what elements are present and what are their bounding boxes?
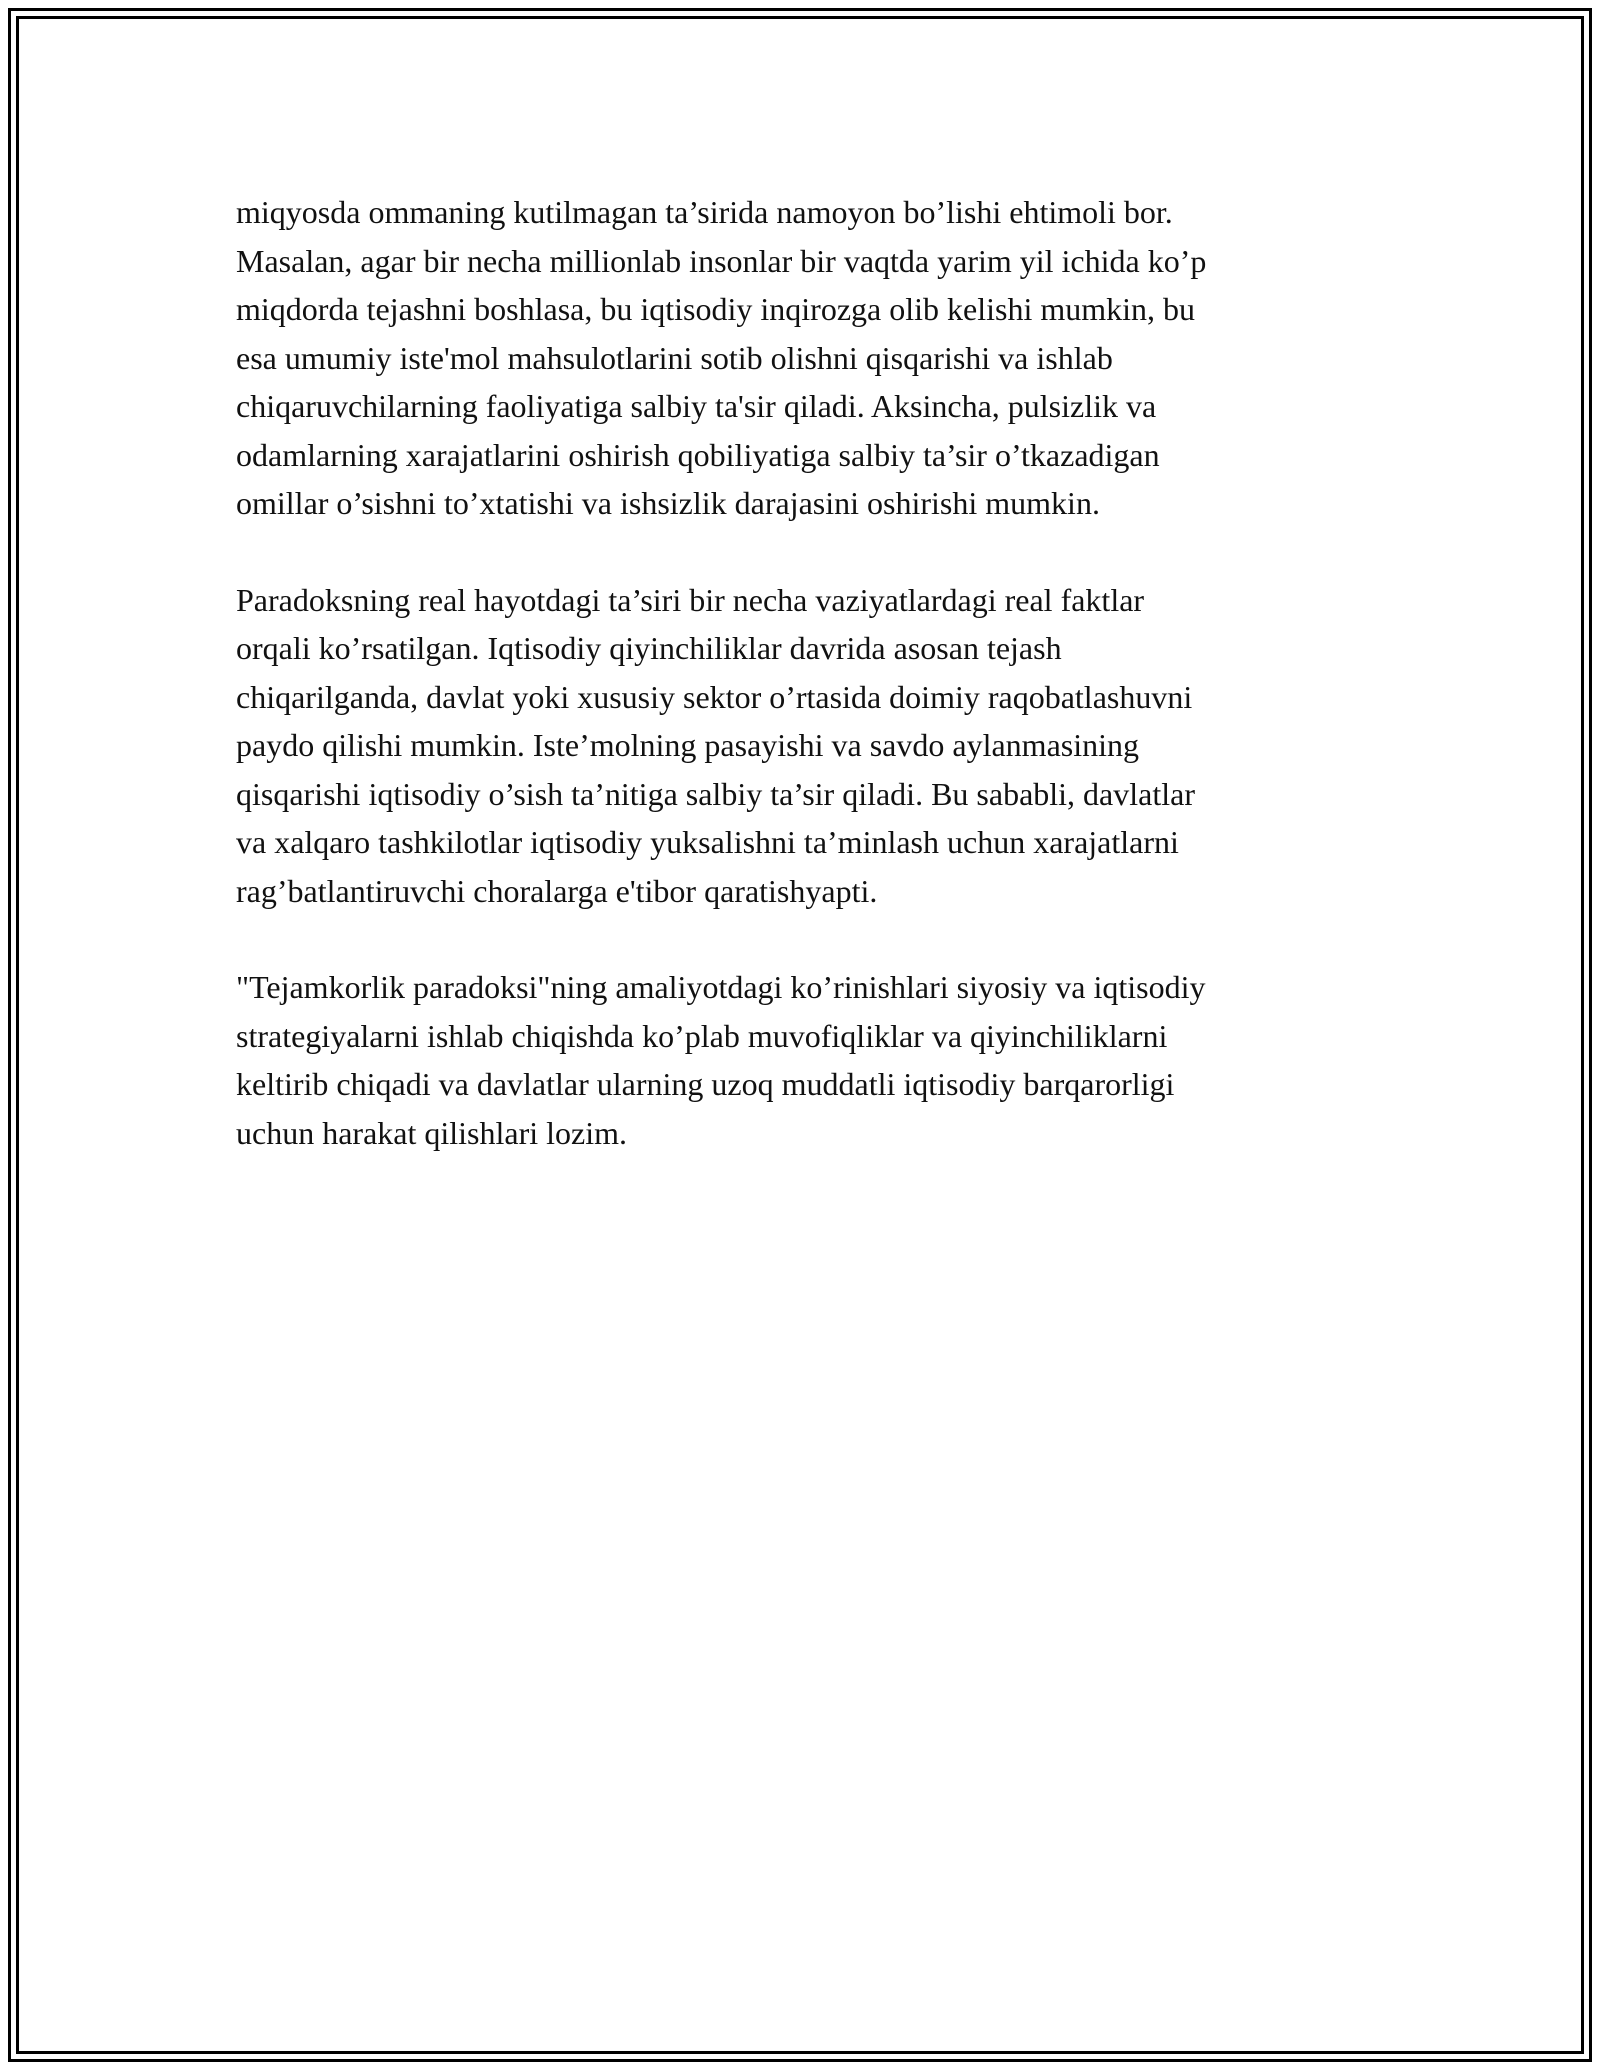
text-line: keltirib chiqadi va davlatlar ularning uzoq muddatli iqtisodiy barqarorligi: [236, 1066, 1175, 1102]
text-line: chiqaruvchilarning faoliyatiga salbiy ta'sir qiladi. Aksincha, pulsizlik va: [236, 388, 1157, 424]
text-line: omillar o’sishni to’xtatishi va ishsizlik darajasini oshirishi mumkin.: [236, 485, 1100, 521]
text-line: miqdorda tejashni boshlasa, bu iqtisodiy inqirozga olib kelishi mumkin, bu: [236, 291, 1196, 327]
text-line: paydo qilishi mumkin. Iste’molning pasayishi va savdo aylanmasining: [236, 727, 1139, 763]
paragraph-3: [236, 963, 1356, 1157]
text-line: Masalan, agar bir necha millionlab insonlar bir vaqtda yarim yil ichida ko’p: [236, 242, 1207, 279]
paragraph-2: [236, 576, 1356, 916]
text-line: chiqarilganda, davlat yoki xususiy sektor o’rtasida doimiy raqobatlashuvni: [236, 678, 1193, 715]
text-line: esa umumiy iste'mol mahsulotlarini sotib olishni qisqarishi va ishlab: [236, 339, 1113, 376]
text-line: strategiyalarni ishlab chiqishda ko’plab muvofiqliklar va qiyinchiliklarni: [236, 1017, 1168, 1054]
text-line: miqyosda ommaning kutilmagan ta’sirida namoyon bo’lishi ehtimoli bor.: [236, 194, 1173, 230]
document-body: [236, 188, 1356, 1205]
text-line: va xalqaro tashkilotlar iqtisodiy yuksalishni ta’minlash uchun xarajatlarni: [236, 824, 1179, 860]
text-line: Paradoksning real hayotdagi ta’siri bir necha vaziyatlardagi real faktlar: [236, 581, 1145, 618]
text-line: odamlarning xarajatlarini oshirish qobiliyatiga salbiy ta’sir o’tkazadigan: [236, 436, 1160, 473]
text-line: "Tejamkorlik paradoksi"ning amaliyotdagi ko’rinishlari siyosiy va iqtisodiy: [236, 969, 1206, 1005]
text-line: uchun harakat qilishlari lozim.: [236, 1114, 627, 1151]
text-line: orqali ko’rsatilgan. Iqtisodiy qiyinchiliklar davrida asosan tejash: [236, 630, 1062, 666]
text-line: qisqarishi iqtisodiy o’sish ta’nitiga salbiy ta’sir qiladi. Bu sababli, davlatlar: [236, 775, 1195, 812]
text-line: rag’batlantiruvchi choralarga e'tibor qaratishyapti.: [236, 872, 878, 909]
paragraph-1: [236, 188, 1356, 528]
